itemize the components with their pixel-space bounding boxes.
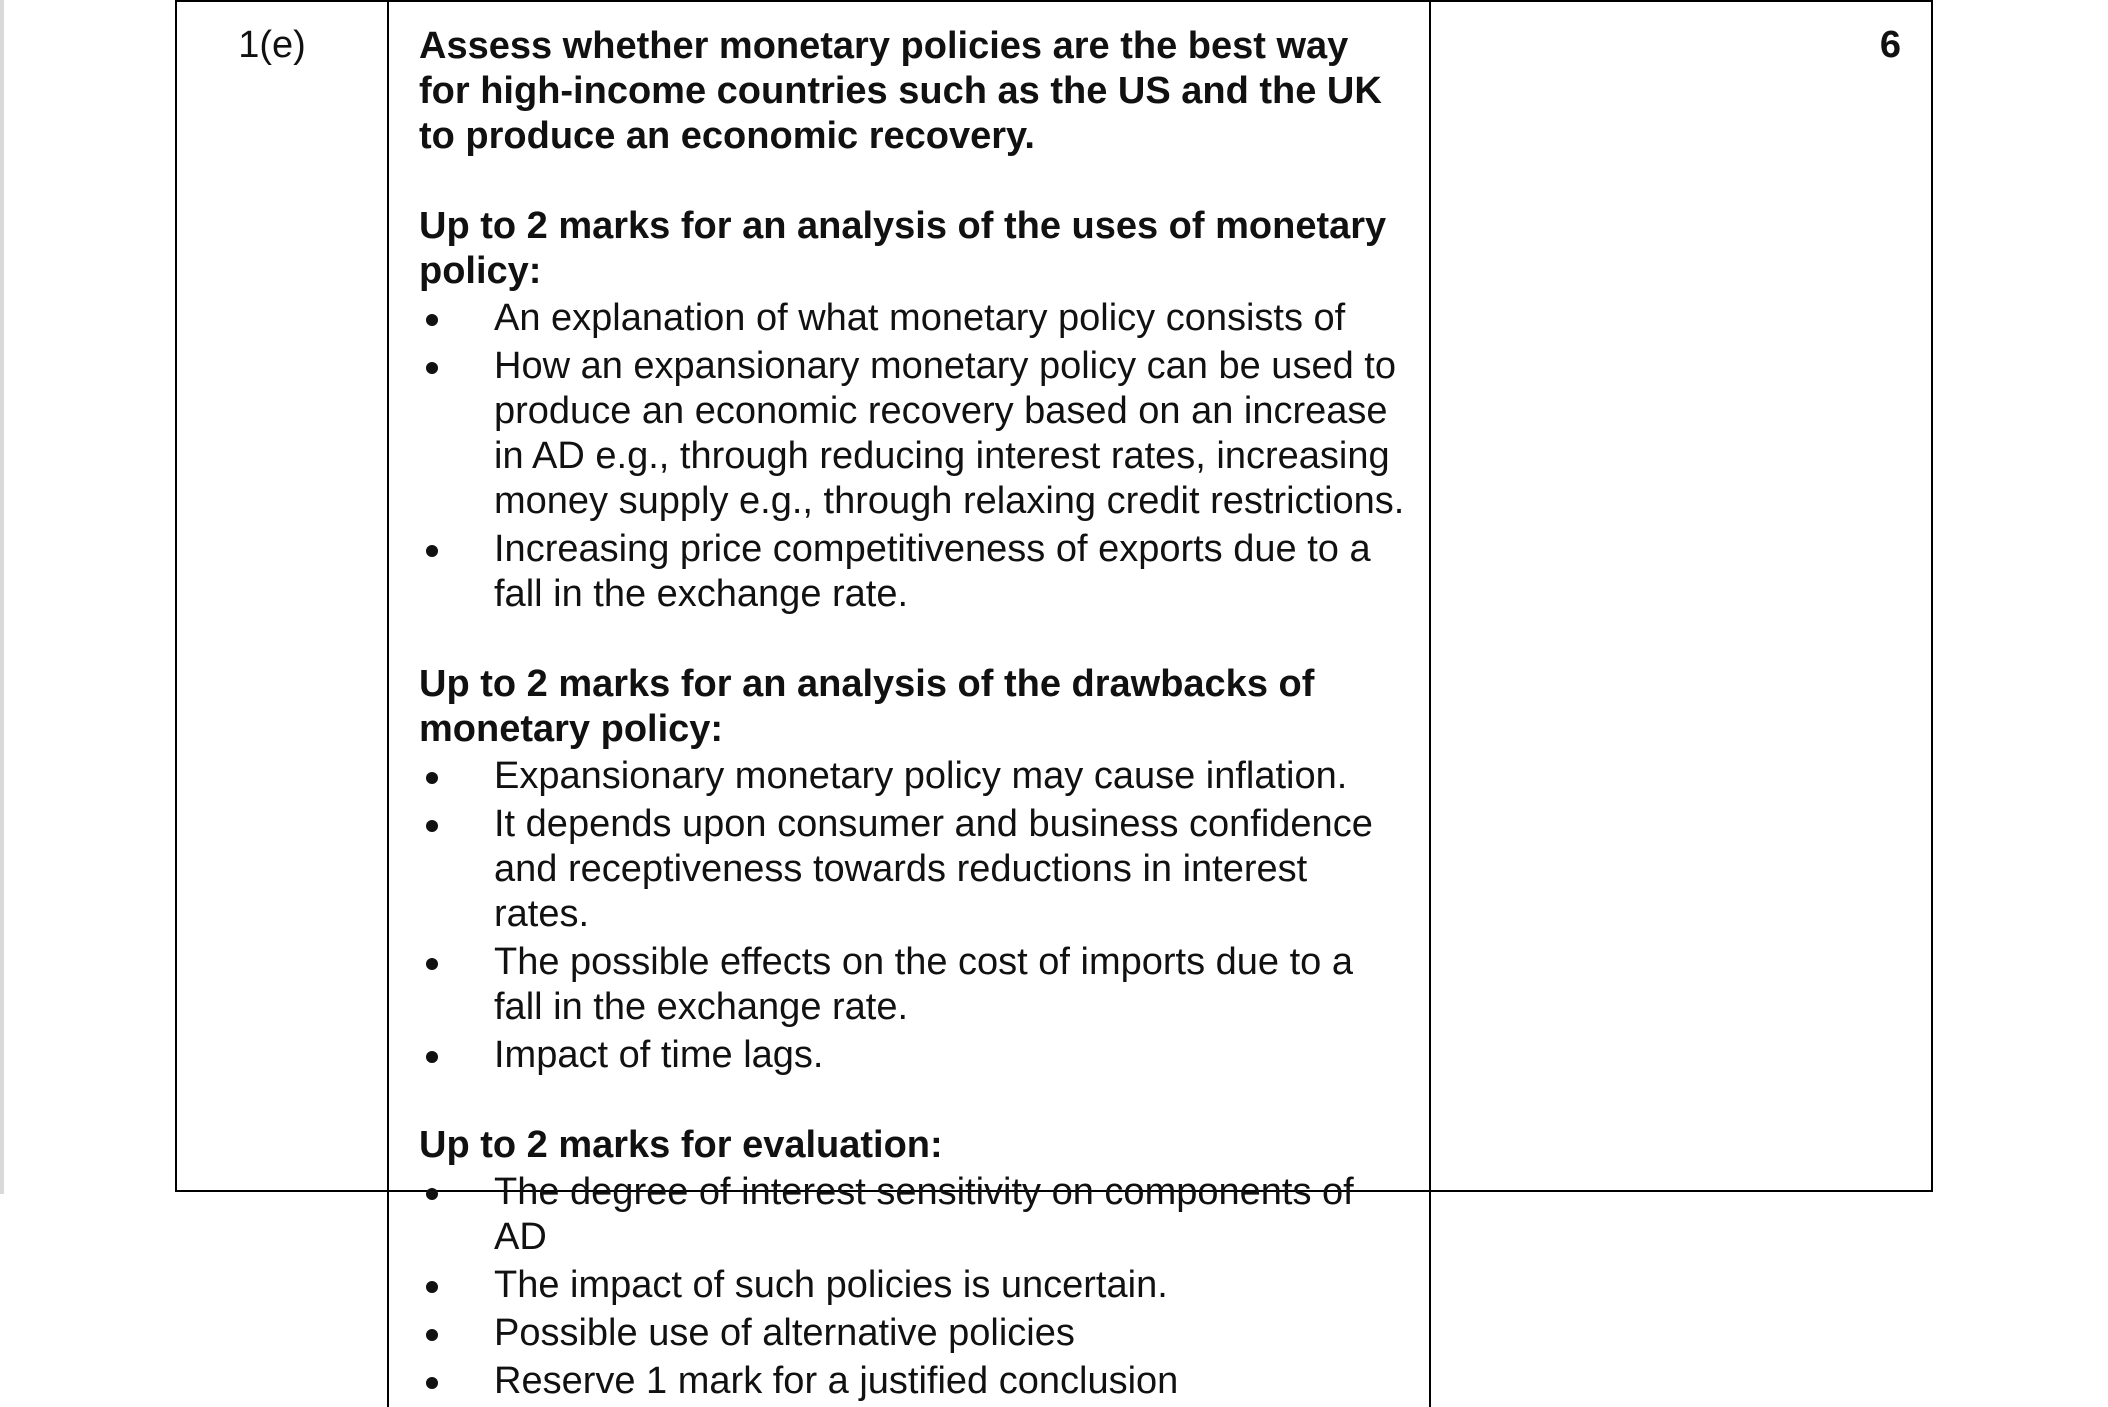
list-item [419,1033,1409,1078]
list-item-text: It depends upon consumer and business confidence and receptiveness towards reductions in interest rates. [494,803,1373,935]
bullet-list [419,754,1409,1078]
bullet-icon [426,1329,438,1341]
page-edge [0,0,4,1194]
list-item [419,1170,1409,1260]
answer-guidance-cell [387,2,1429,1407]
list-item [419,802,1409,937]
bullet-icon [426,958,438,970]
bullet-icon [426,545,438,557]
list-item-text: The possible effects on the cost of imports due to a fall in the exchange rate. [494,941,1354,1028]
bullet-icon [426,314,438,326]
list-item [419,1311,1409,1356]
list-item [419,344,1409,524]
list-item [419,296,1409,341]
list-item-text: Possible use of alternative policies [494,1312,1075,1354]
list-item-text: The impact of such policies is uncertain. [494,1264,1168,1306]
list-item-text: An explanation of what monetary policy consists of [494,297,1346,339]
section-evaluation [419,1123,1409,1404]
question-text: Assess whether monetary policies are the best way for high-income countries such as the US and the UK to produce an economic recovery. [419,25,1382,157]
section-heading: Up to 2 marks for an analysis of the uses of monetary policy: [419,205,1387,292]
bullet-list [419,296,1409,617]
list-item [419,940,1409,1030]
section-heading: Up to 2 marks for evaluation: [419,1124,943,1166]
list-item [419,1263,1409,1308]
list-item [419,527,1409,617]
list-item-text: The degree of interest sensitivity on components of AD [494,1171,1354,1258]
bullet-list [419,1170,1409,1404]
bullet-icon [426,1051,438,1063]
list-item-text: How an expansionary monetary policy can be used to produce an economic recovery based on an increase in AD e.g., through reducing interest rates, increasing money supply e.g., through relaxing credit restrictions. [494,345,1405,522]
bullet-icon [426,772,438,784]
list-item-text: Impact of time lags. [494,1034,824,1076]
marks-value: 6 [1429,2,1931,1407]
section-heading: Up to 2 marks for an analysis of the drawbacks of monetary policy: [419,663,1315,750]
list-item [419,1359,1409,1404]
section-uses [419,204,1409,617]
bullet-icon [426,362,438,374]
list-item-text: Increasing price competitiveness of exports due to a fall in the exchange rate. [494,528,1371,615]
bullet-icon [426,1281,438,1293]
list-item [419,754,1409,799]
bullet-icon [426,1377,438,1389]
bullet-icon [426,820,438,832]
list-item-text: Expansionary monetary policy may cause inflation. [494,755,1348,797]
mark-scheme-table [175,0,1933,1402]
list-item-text: Reserve 1 mark for a justified conclusion [494,1360,1179,1402]
section-drawbacks [419,662,1409,1078]
bullet-icon [426,1188,438,1200]
question-number: 1(e) [238,24,306,66]
